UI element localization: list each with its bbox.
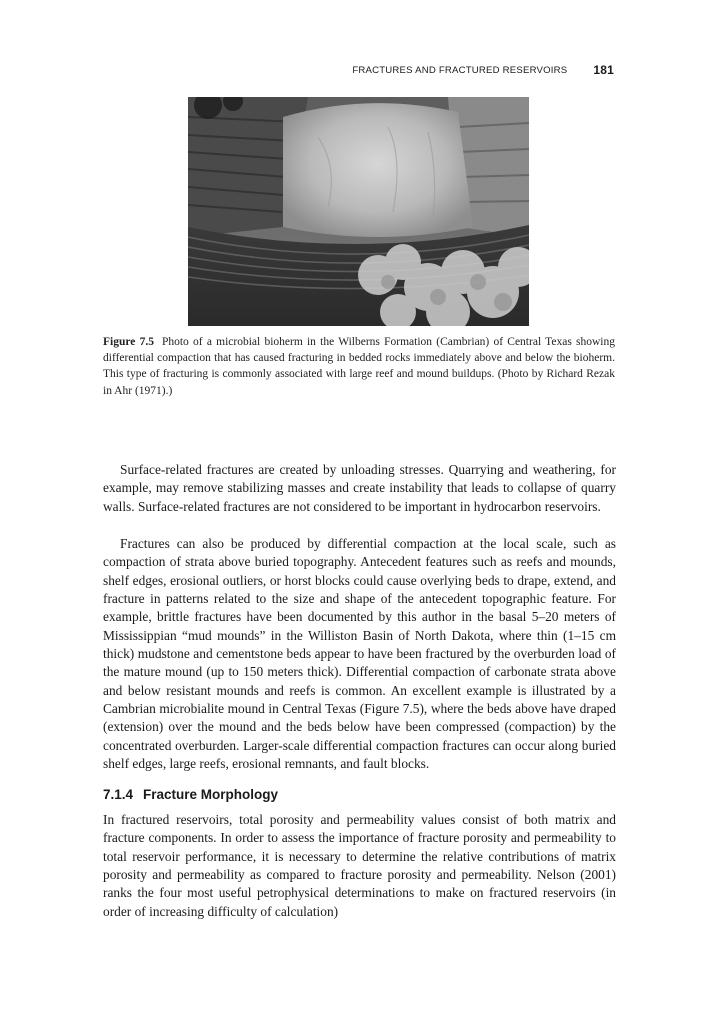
paragraph-fracture-morphology: In fractured reservoirs, total porosity and permeability values consist of both matrix and fracture components. In order to assess the importance of fracture porosity and permeability to total reservoir performance, it is necessary to determine the relative contributions of matrix porosity and permeability as compared to fracture porosity and permeability. Nelson (2001) ranks the four most useful petrophysical determinations to make on fractured reservoirs (in order of increasing difficulty of calculation): [103, 812, 616, 919]
section-heading: [103, 787, 278, 802]
paragraph-differential-compaction: Fractures can also be produced by differential compaction at the local scale, such as compaction of strata above buried topography. Antecedent features such as reefs and mounds, shelf edges, erosional outliers, or horst blocks could cause overlying beds to drape, extend, and fracture in patterns related to the size and shape of the antecedent topographic feature. For example, brittle fractures have been documented by this author in the basal 5–20 meters of Mississippian “mud mounds” in the Williston Basin of North Dakota, where thin (1–15 cm thick) mudstone and cementstone beds appear to have been fractured by the overburden load of the mature mound (up to 150 meters thick). Differential compaction of carbonate strata above and below resistant mounds and reefs is common. An excellent example is illustrated by a Cambrian microbialite mound in Central Texas (Figure 7.5), where the beds above have draped (extension) over the mound and the beds below have been compressed (compaction) by the concentrated overburden. Larger-scale differential compaction fractures can occur along buried shelf edges, large reefs, erosional remnants, and fault blocks.: [103, 536, 616, 772]
paragraph-surface-fractures: Surface-related fractures are created by unloading stresses. Quarrying and weathering, for example, may remove stabilizing masses and create instability that leads to collapse of quarry walls. Surface-related fractures are not considered to be important in hydrocarbon reservoirs.: [103, 462, 616, 514]
figure-caption-text: Photo of a microbial bioherm in the Wilberns Formation (Cambrian) of Central Texas showing differential compaction that has caused fracturing in bedded rocks immediately above and below the bioherm. This type of fracturing is commonly associated with large reef and mound buildups. (Photo by Richard Rezak in Ahr (1971).): [103, 336, 615, 397]
section-number: 7.1.4: [103, 787, 134, 802]
section-title: Fracture Morphology: [143, 787, 279, 802]
figure-caption: [103, 334, 615, 399]
running-title: FRACTURES AND FRACTURED RESERVOIRS: [352, 64, 568, 76]
figure-label: Figure 7.5: [103, 336, 154, 348]
running-head: [352, 63, 614, 77]
bioherm-photo: [188, 97, 529, 326]
page-number: 181: [593, 63, 614, 77]
